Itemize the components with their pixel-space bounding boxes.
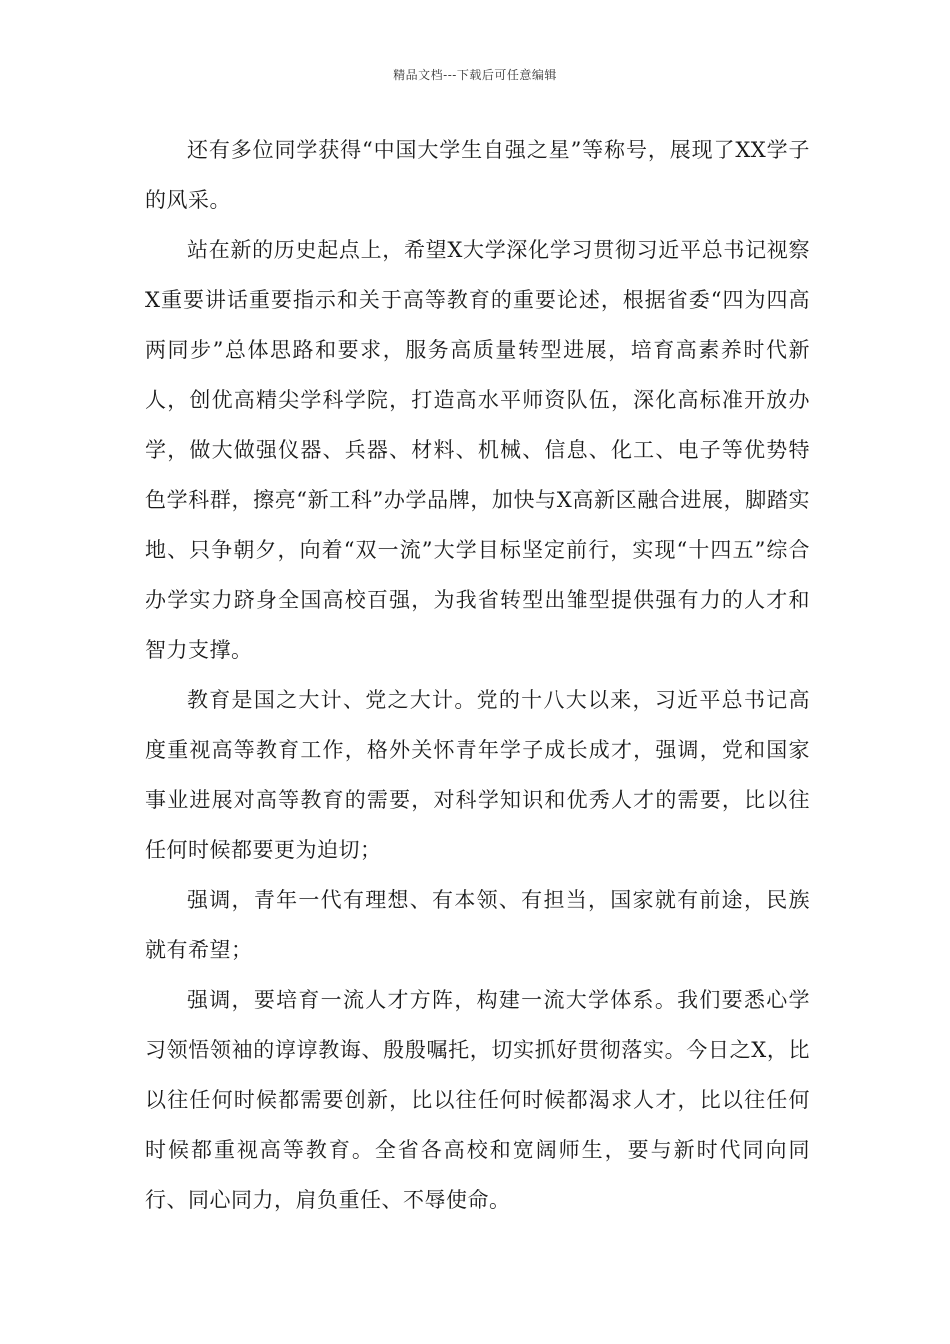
paragraph-4: 强调，青年一代有理想、有本领、有担当，国家就有前途，民族就有希望； <box>145 888 810 962</box>
document-body <box>145 125 810 1225</box>
page-header: 精品文档---下载后可任意编辑 <box>393 68 557 82</box>
paragraph-2: 站在新的历史起点上，希望X大学深化学习贯彻习近平总书记视察X重要讲话重要指示和关于高等教育的重要论述，根据省委“四为四高两同步”总体思路和要求，服务高质量转型进展，培育高素养时代新人，创优高精尖学科学院，打造高水平师资队伍，深化高标准开放办学，做大做强仪器、兵器、材料、机械、信息、化工、电子等优势特色学科群，擦亮“新工科”办学品牌，加快与X高新区融合进展，脚踏实地、只争朝夕，向着“双一流”大学目标坚定前行，实现“十四五”综合办学实力跻身全国高校百强，为我省转型出雏型提供强有力的人才和智力支撑。 <box>145 238 810 662</box>
paragraph-1: 还有多位同学获得“中国大学生自强之星”等称号，展现了XX学子的风采。 <box>145 138 810 212</box>
paragraph-3: 教育是国之大计、党之大计。党的十八大以来，习近平总书记高度重视高等教育工作，格外关怀青年学子成长成才，强调，党和国家事业进展对高等教育的需要，对科学知识和优秀人才的需要，比以往任何时候都要更为迫切； <box>145 688 810 862</box>
paragraph-5: 强调，要培育一流人才方阵，构建一流大学体系。我们要悉心学习领悟领袖的谆谆教诲、殷殷嘱托，切实抓好贯彻落实。今日之X，比以往任何时候都需要创新，比以往任何时候都渴求人才，比以往任何时候都重视高等教育。全省各高校和宽阔师生，要与新时代同向同行、同心同力，肩负重任、不辱使命。 <box>145 988 810 1212</box>
